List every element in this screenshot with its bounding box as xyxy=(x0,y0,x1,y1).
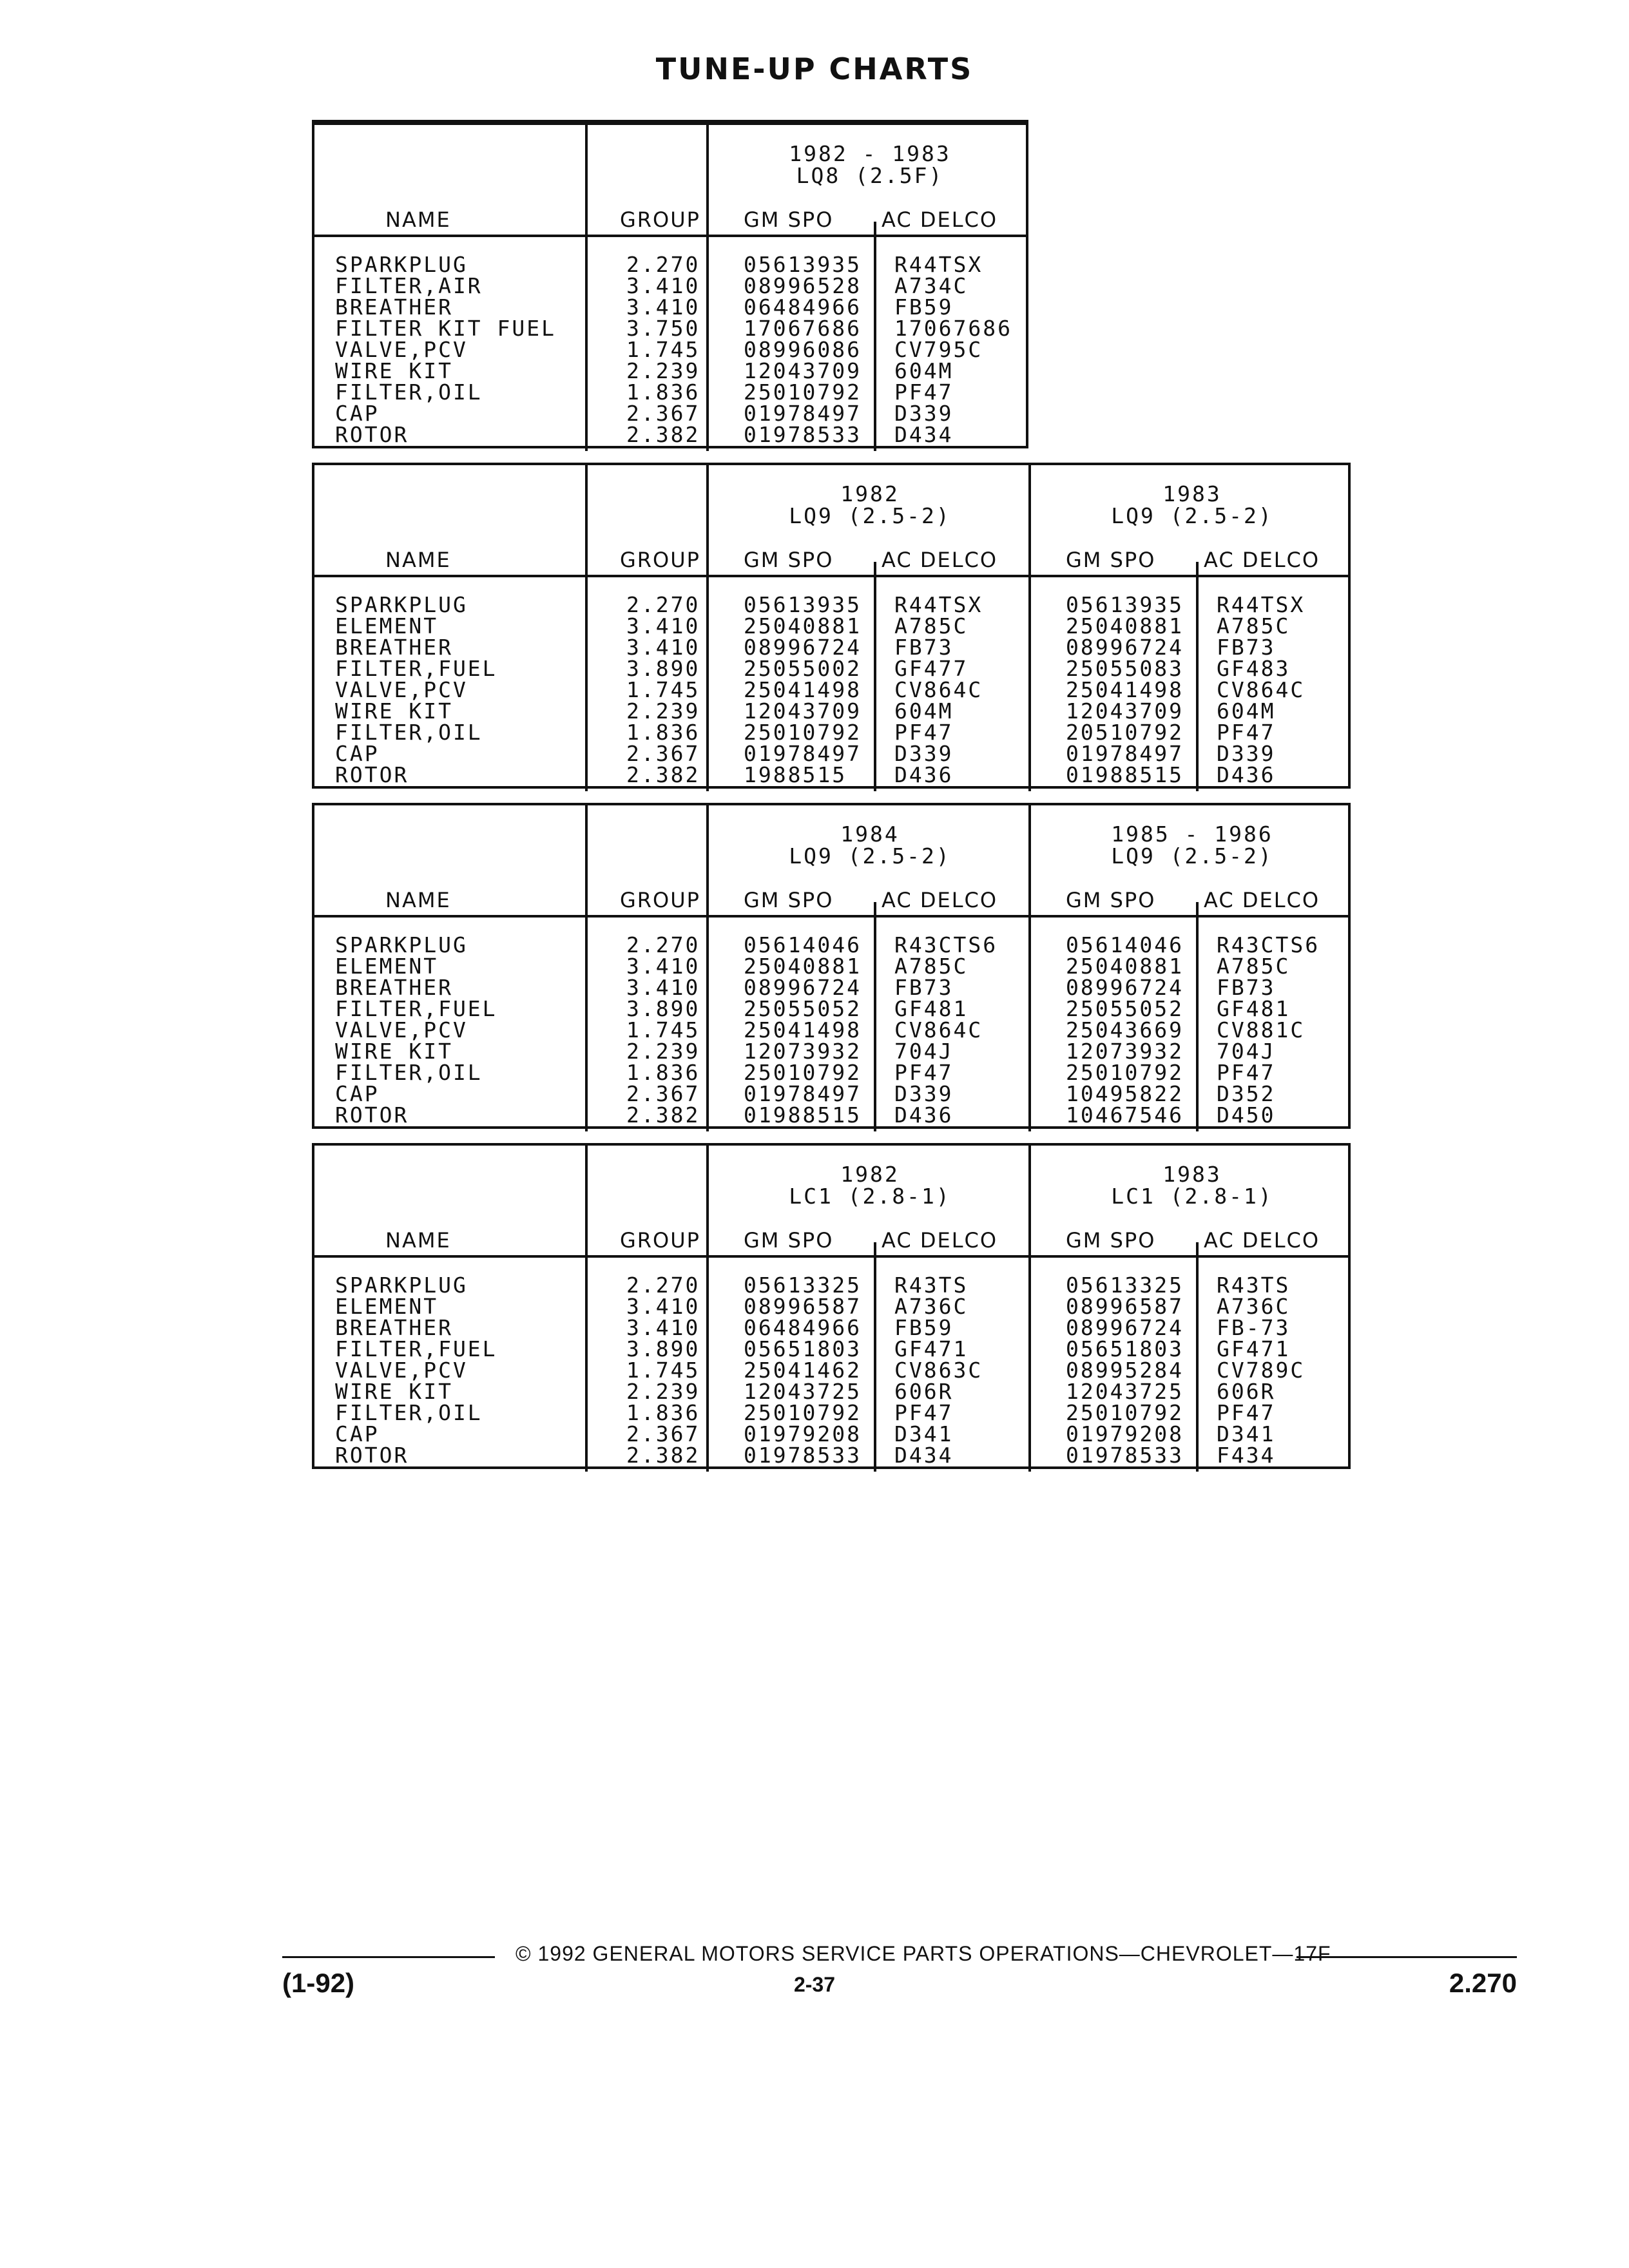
ac-delco-part-number: 17067686 xyxy=(894,316,1012,341)
column-divider xyxy=(874,562,876,791)
gm-spo-part-number: 05651803 xyxy=(744,1336,862,1361)
gm-spo-part-number: 25010792 xyxy=(744,380,862,405)
column-header-ac-delco: AC DELCO xyxy=(882,207,998,232)
engine-code: LC1 (2.8-1) xyxy=(1111,1184,1273,1209)
gm-spo-part-number: 06484966 xyxy=(744,1315,862,1340)
ac-delco-part-number: 606R xyxy=(894,1379,954,1404)
ac-delco-part-number: CV789C xyxy=(1217,1358,1306,1383)
column-header-gm-spo: GM SPO xyxy=(744,207,834,232)
group-number: 1.836 xyxy=(626,1400,700,1425)
ac-delco-part-number: R43TS xyxy=(1217,1273,1291,1298)
gm-spo-part-number: 25055002 xyxy=(744,656,862,681)
gm-spo-part-number: 08996724 xyxy=(1066,635,1184,660)
gm-spo-part-number: 25040881 xyxy=(744,954,862,979)
part-name: SPARKPLUG xyxy=(335,1273,468,1298)
part-name: CAP xyxy=(335,741,380,766)
period-years: 1982 xyxy=(840,481,900,506)
ac-delco-part-number: A736C xyxy=(894,1294,969,1319)
ac-delco-part-number: FB73 xyxy=(1217,635,1276,660)
gm-spo-part-number: 06484966 xyxy=(744,294,862,320)
ac-delco-part-number: CV795C xyxy=(894,337,983,362)
column-header-group: GROUP xyxy=(620,207,700,232)
ac-delco-part-number: A785C xyxy=(894,954,969,979)
group-number: 2.239 xyxy=(626,698,700,724)
ac-delco-part-number: FB73 xyxy=(894,635,954,660)
part-name: ROTOR xyxy=(335,1443,409,1468)
group-number: 3.410 xyxy=(626,1315,700,1340)
gm-spo-part-number: 01979208 xyxy=(1066,1421,1184,1446)
column-header-group: GROUP xyxy=(620,1228,700,1253)
footer-page-number: 2-37 xyxy=(793,1973,836,1996)
gm-spo-part-number: 05614046 xyxy=(1066,932,1184,957)
group-number: 2.382 xyxy=(626,1102,700,1128)
gm-spo-part-number: 12043709 xyxy=(744,358,862,383)
column-header-gm-spo: GM SPO xyxy=(1066,548,1156,572)
part-name: FILTER KIT FUEL xyxy=(335,316,557,341)
gm-spo-part-number: 25040881 xyxy=(1066,613,1184,639)
part-name: ROTOR xyxy=(335,1102,409,1128)
period-years: 1982 xyxy=(840,1162,900,1187)
gm-spo-part-number: 05613325 xyxy=(1066,1273,1184,1298)
gm-spo-part-number: 12043725 xyxy=(744,1379,862,1404)
ac-delco-part-number: A736C xyxy=(1217,1294,1291,1319)
group-number: 2.367 xyxy=(626,401,700,426)
gm-spo-part-number: 10467546 xyxy=(1066,1102,1184,1128)
gm-spo-part-number: 25010792 xyxy=(744,1060,862,1085)
column-divider xyxy=(1196,562,1199,791)
part-name: VALVE,PCV xyxy=(335,1358,468,1383)
ac-delco-part-number: 604M xyxy=(894,358,954,383)
group-number: 2.367 xyxy=(626,1421,700,1446)
part-name: WIRE KIT xyxy=(335,1039,453,1064)
ac-delco-part-number: R44TSX xyxy=(894,592,983,617)
part-name: FILTER,OIL xyxy=(335,380,483,405)
group-number: 2.239 xyxy=(626,1379,700,1404)
ac-delco-part-number: R44TSX xyxy=(1217,592,1306,617)
ac-delco-part-number: 704J xyxy=(1217,1039,1276,1064)
part-name: FILTER,FUEL xyxy=(335,656,497,681)
ac-delco-part-number: R43TS xyxy=(894,1273,969,1298)
column-divider xyxy=(1196,902,1199,1131)
part-name: SPARKPLUG xyxy=(335,592,468,617)
gm-spo-part-number: 01978497 xyxy=(1066,741,1184,766)
ac-delco-part-number: CV863C xyxy=(894,1358,983,1383)
gm-spo-part-number: 01978533 xyxy=(1066,1443,1184,1468)
column-header-ac-delco: AC DELCO xyxy=(882,548,998,572)
part-name: BREATHER xyxy=(335,975,453,1000)
column-divider xyxy=(585,805,588,1131)
gm-spo-part-number: 05613935 xyxy=(744,592,862,617)
ac-delco-part-number: R43CTS6 xyxy=(894,932,998,957)
ac-delco-part-number: GF481 xyxy=(1217,996,1291,1021)
gm-spo-part-number: 25055083 xyxy=(1066,656,1184,681)
column-divider xyxy=(1196,1242,1199,1472)
ac-delco-part-number: F434 xyxy=(1217,1443,1276,1468)
group-number: 3.410 xyxy=(626,1294,700,1319)
group-number: 1.836 xyxy=(626,720,700,745)
gm-spo-part-number: 01988515 xyxy=(1066,762,1184,787)
part-name: VALVE,PCV xyxy=(335,1017,468,1043)
ac-delco-part-number: A785C xyxy=(1217,613,1291,639)
ac-delco-part-number: PF47 xyxy=(894,1060,954,1085)
gm-spo-part-number: 01978497 xyxy=(744,401,862,426)
group-number: 2.382 xyxy=(626,422,700,447)
group-number: 2.270 xyxy=(626,932,700,957)
column-header-gm-spo: GM SPO xyxy=(1066,888,1156,912)
column-divider xyxy=(874,222,876,451)
part-name: VALVE,PCV xyxy=(335,337,468,362)
gm-spo-part-number: 01978497 xyxy=(744,741,862,766)
footer-group-code: 2.270 xyxy=(1449,1968,1517,1998)
ac-delco-part-number: 704J xyxy=(894,1039,954,1064)
column-header-group: GROUP xyxy=(620,548,700,572)
gm-spo-part-number: 25041498 xyxy=(744,1017,862,1043)
ac-delco-part-number: A734C xyxy=(894,273,969,298)
ac-delco-part-number: D436 xyxy=(894,762,954,787)
tune-up-table xyxy=(312,1143,1351,1469)
gm-spo-part-number: 08996724 xyxy=(744,635,862,660)
ac-delco-part-number: D434 xyxy=(894,1443,954,1468)
group-number: 2.270 xyxy=(626,252,700,277)
gm-spo-part-number: 01979208 xyxy=(744,1421,862,1446)
ac-delco-part-number: R44TSX xyxy=(894,252,983,277)
gm-spo-part-number: 25041498 xyxy=(1066,677,1184,702)
ac-delco-part-number: D434 xyxy=(894,422,954,447)
part-name: BREATHER xyxy=(335,294,453,320)
gm-spo-part-number: 01988515 xyxy=(744,1102,862,1128)
engine-code: LC1 (2.8-1) xyxy=(789,1184,951,1209)
part-name: WIRE KIT xyxy=(335,1379,453,1404)
period-years: 1983 xyxy=(1162,481,1222,506)
gm-spo-part-number: 20510792 xyxy=(1066,720,1184,745)
group-number: 3.410 xyxy=(626,613,700,639)
ac-delco-part-number: GF471 xyxy=(1217,1336,1291,1361)
group-number: 2.382 xyxy=(626,762,700,787)
ac-delco-part-number: PF47 xyxy=(1217,1400,1276,1425)
column-header-name: NAME xyxy=(385,207,451,232)
column-header-gm-spo: GM SPO xyxy=(1066,1228,1156,1253)
part-name: ROTOR xyxy=(335,422,409,447)
group-number: 1.745 xyxy=(626,337,700,362)
ac-delco-part-number: FB73 xyxy=(894,975,954,1000)
ac-delco-part-number: FB-73 xyxy=(1217,1315,1291,1340)
ac-delco-part-number: D339 xyxy=(894,741,954,766)
column-divider xyxy=(585,1146,588,1472)
column-header-gm-spo: GM SPO xyxy=(744,888,834,912)
ac-delco-part-number: D352 xyxy=(1217,1081,1276,1106)
period-years: 1985 - 1986 xyxy=(1111,822,1273,847)
ac-delco-part-number: FB59 xyxy=(894,294,954,320)
ac-delco-part-number: GF481 xyxy=(894,996,969,1021)
period-years: 1982 - 1983 xyxy=(789,141,951,166)
gm-spo-part-number: 12043709 xyxy=(1066,698,1184,724)
ac-delco-part-number: A785C xyxy=(894,613,969,639)
part-name: CAP xyxy=(335,401,380,426)
part-name: BREATHER xyxy=(335,1315,453,1340)
part-name: CAP xyxy=(335,1081,380,1106)
column-header-name: NAME xyxy=(385,888,451,912)
part-name: ROTOR xyxy=(335,762,409,787)
group-number: 1.745 xyxy=(626,677,700,702)
gm-spo-part-number: 08996587 xyxy=(1066,1294,1184,1319)
ac-delco-part-number: CV864C xyxy=(894,677,983,702)
group-number: 3.890 xyxy=(626,1336,700,1361)
gm-spo-part-number: 05613935 xyxy=(744,252,862,277)
footer-copyright: © 1992 GENERAL MOTORS SERVICE PARTS OPERATIONS—CHEVROLET—17F xyxy=(516,1942,1331,1965)
group-number: 3.750 xyxy=(626,316,700,341)
group-number: 3.890 xyxy=(626,656,700,681)
part-name: WIRE KIT xyxy=(335,698,453,724)
part-name: FILTER,FUEL xyxy=(335,1336,497,1361)
ac-delco-part-number: FB59 xyxy=(894,1315,954,1340)
header-rule xyxy=(314,235,1026,237)
group-number: 3.890 xyxy=(626,996,700,1021)
gm-spo-part-number: 08996724 xyxy=(1066,1315,1184,1340)
part-name: VALVE,PCV xyxy=(335,677,468,702)
gm-spo-part-number: 25041462 xyxy=(744,1358,862,1383)
part-name: WIRE KIT xyxy=(335,358,453,383)
ac-delco-part-number: D341 xyxy=(894,1421,954,1446)
engine-code: LQ9 (2.5-2) xyxy=(789,503,951,528)
tune-up-table xyxy=(312,122,1028,448)
column-header-name: NAME xyxy=(385,548,451,572)
ac-delco-part-number: GF471 xyxy=(894,1336,969,1361)
group-number: 3.410 xyxy=(626,294,700,320)
column-header-ac-delco: AC DELCO xyxy=(1204,888,1320,912)
ac-delco-part-number: R43CTS6 xyxy=(1217,932,1320,957)
page-title: TUNE-UP CHARTS xyxy=(655,52,974,86)
ac-delco-part-number: GF477 xyxy=(894,656,969,681)
group-number: 1.836 xyxy=(626,1060,700,1085)
group-number: 1.745 xyxy=(626,1358,700,1383)
part-name: ELEMENT xyxy=(335,1294,439,1319)
part-name: CAP xyxy=(335,1421,380,1446)
ac-delco-part-number: D339 xyxy=(894,1081,954,1106)
gm-spo-part-number: 25055052 xyxy=(744,996,862,1021)
part-name: FILTER,OIL xyxy=(335,720,483,745)
part-name: FILTER,FUEL xyxy=(335,996,497,1021)
part-name: ELEMENT xyxy=(335,613,439,639)
gm-spo-part-number: 10495822 xyxy=(1066,1081,1184,1106)
gm-spo-part-number: 08995284 xyxy=(1066,1358,1184,1383)
gm-spo-part-number: 08996724 xyxy=(744,975,862,1000)
gm-spo-part-number: 25040881 xyxy=(744,613,862,639)
group-number: 2.382 xyxy=(626,1443,700,1468)
header-rule xyxy=(314,1255,1348,1258)
group-number: 1.745 xyxy=(626,1017,700,1043)
engine-code: LQ9 (2.5-2) xyxy=(1111,503,1273,528)
part-name: SPARKPLUG xyxy=(335,932,468,957)
ac-delco-part-number: PF47 xyxy=(1217,720,1276,745)
engine-code: LQ8 (2.5F) xyxy=(796,163,944,188)
part-name: BREATHER xyxy=(335,635,453,660)
gm-spo-part-number: 08996528 xyxy=(744,273,862,298)
ac-delco-part-number: PF47 xyxy=(894,720,954,745)
group-number: 3.410 xyxy=(626,273,700,298)
header-rule xyxy=(314,575,1348,577)
gm-spo-part-number: 01978497 xyxy=(744,1081,862,1106)
ac-delco-part-number: CV864C xyxy=(1217,677,1306,702)
ac-delco-part-number: D436 xyxy=(894,1102,954,1128)
engine-code: LQ9 (2.5-2) xyxy=(1111,843,1273,869)
group-number: 3.410 xyxy=(626,635,700,660)
ac-delco-part-number: D450 xyxy=(1217,1102,1276,1128)
gm-spo-part-number: 17067686 xyxy=(744,316,862,341)
gm-spo-part-number: 25043669 xyxy=(1066,1017,1184,1043)
gm-spo-part-number: 01978533 xyxy=(744,1443,862,1468)
ac-delco-part-number: PF47 xyxy=(894,1400,954,1425)
header-rule xyxy=(314,915,1348,918)
gm-spo-part-number: 08996587 xyxy=(744,1294,862,1319)
gm-spo-part-number: 25010792 xyxy=(1066,1060,1184,1085)
footer-rule-left xyxy=(282,1956,495,1958)
gm-spo-part-number: 25055052 xyxy=(1066,996,1184,1021)
gm-spo-part-number: 05613325 xyxy=(744,1273,862,1298)
ac-delco-part-number: FB73 xyxy=(1217,975,1276,1000)
column-header-gm-spo: GM SPO xyxy=(744,548,834,572)
group-number: 2.367 xyxy=(626,741,700,766)
period-years: 1983 xyxy=(1162,1162,1222,1187)
group-number: 2.270 xyxy=(626,1273,700,1298)
gm-spo-part-number: 25040881 xyxy=(1066,954,1184,979)
footer-date-code: (1-92) xyxy=(282,1968,355,1998)
ac-delco-part-number: 604M xyxy=(894,698,954,724)
tune-up-table xyxy=(312,803,1351,1129)
part-name: ELEMENT xyxy=(335,954,439,979)
group-number: 2.367 xyxy=(626,1081,700,1106)
gm-spo-part-number: 12043725 xyxy=(1066,1379,1184,1404)
gm-spo-part-number: 1988515 xyxy=(744,762,847,787)
group-number: 3.410 xyxy=(626,975,700,1000)
gm-spo-part-number: 25010792 xyxy=(744,720,862,745)
ac-delco-part-number: PF47 xyxy=(894,380,954,405)
ac-delco-part-number: 604M xyxy=(1217,698,1276,724)
gm-spo-part-number: 12073932 xyxy=(1066,1039,1184,1064)
part-name: FILTER,OIL xyxy=(335,1060,483,1085)
ac-delco-part-number: D436 xyxy=(1217,762,1276,787)
gm-spo-part-number: 05614046 xyxy=(744,932,862,957)
ac-delco-part-number: D339 xyxy=(1217,741,1276,766)
column-header-ac-delco: AC DELCO xyxy=(1204,1228,1320,1253)
column-divider xyxy=(585,125,588,451)
engine-code: LQ9 (2.5-2) xyxy=(789,843,951,869)
column-header-ac-delco: AC DELCO xyxy=(1204,548,1320,572)
group-number: 2.239 xyxy=(626,1039,700,1064)
column-divider xyxy=(585,465,588,791)
column-divider xyxy=(874,902,876,1131)
gm-spo-part-number: 25010792 xyxy=(1066,1400,1184,1425)
ac-delco-part-number: PF47 xyxy=(1217,1060,1276,1085)
column-header-ac-delco: AC DELCO xyxy=(882,1228,998,1253)
gm-spo-part-number: 08996086 xyxy=(744,337,862,362)
ac-delco-part-number: GF483 xyxy=(1217,656,1291,681)
group-number: 1.836 xyxy=(626,380,700,405)
group-number: 2.270 xyxy=(626,592,700,617)
ac-delco-part-number: 606R xyxy=(1217,1379,1276,1404)
gm-spo-part-number: 12073932 xyxy=(744,1039,862,1064)
part-name: SPARKPLUG xyxy=(335,252,468,277)
column-header-name: NAME xyxy=(385,1228,451,1253)
part-name: FILTER,AIR xyxy=(335,273,483,298)
gm-spo-part-number: 08996724 xyxy=(1066,975,1184,1000)
part-name: FILTER,OIL xyxy=(335,1400,483,1425)
gm-spo-part-number: 05651803 xyxy=(1066,1336,1184,1361)
column-header-ac-delco: AC DELCO xyxy=(882,888,998,912)
ac-delco-part-number: CV881C xyxy=(1217,1017,1306,1043)
gm-spo-part-number: 05613935 xyxy=(1066,592,1184,617)
ac-delco-part-number: CV864C xyxy=(894,1017,983,1043)
column-header-group: GROUP xyxy=(620,888,700,912)
ac-delco-part-number: D339 xyxy=(894,401,954,426)
ac-delco-part-number: D341 xyxy=(1217,1421,1276,1446)
column-header-gm-spo: GM SPO xyxy=(744,1228,834,1253)
gm-spo-part-number: 25041498 xyxy=(744,677,862,702)
group-number: 2.239 xyxy=(626,358,700,383)
group-number: 3.410 xyxy=(626,954,700,979)
period-years: 1984 xyxy=(840,822,900,847)
tune-up-table xyxy=(312,463,1351,789)
gm-spo-part-number: 01978533 xyxy=(744,422,862,447)
column-divider xyxy=(874,1242,876,1472)
gm-spo-part-number: 12043709 xyxy=(744,698,862,724)
gm-spo-part-number: 25010792 xyxy=(744,1400,862,1425)
ac-delco-part-number: A785C xyxy=(1217,954,1291,979)
footer-rule-right xyxy=(1296,1956,1517,1958)
